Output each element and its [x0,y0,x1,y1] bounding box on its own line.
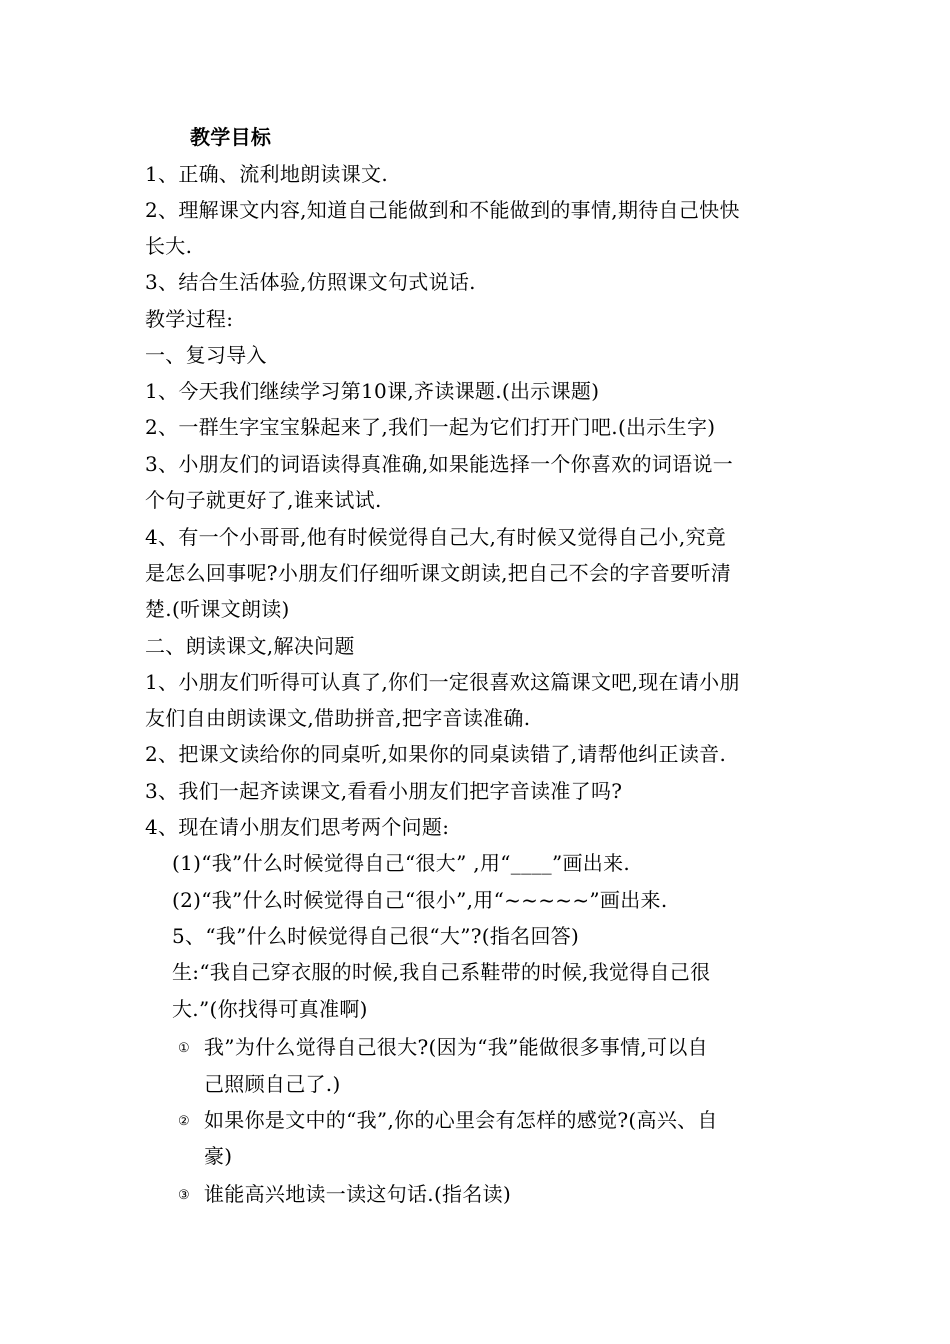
sub-question-1: (1)“我”什么时候觉得自己“很大” ,用“____”画出来. [172,851,631,875]
doc-title: 教学目标 [190,125,272,149]
circled-marker: ③ [178,1188,190,1203]
section-1-line: 楚.(听课文朗读) [145,597,290,621]
goal-2-cont: 长大. [145,234,193,258]
question-5: 5、“我”什么时候觉得自己很“大”?(指名回答) [172,924,580,948]
section-1-line: 2、一群生字宝宝躲起来了,我们一起为它们打开门吧.(出示生字) [145,415,716,439]
sub-question-2: (2)“我”什么时候觉得自己“很小”,用“~~~~~”画出来. [172,888,668,912]
circled-marker: ② [178,1114,190,1129]
numbered-item-text: 如果你是文中的“我”,你的心里会有怎样的感觉?(高兴、自 [204,1108,718,1132]
numbered-item-3 [178,1180,511,1210]
circled-marker: ① [178,1041,190,1056]
section-1-line: 4、有一个小哥哥,他有时候觉得自己大,有时候又觉得自己小,究竟 [145,525,727,549]
section-2-line: 友们自由朗读课文,借助拼音,把字音读准确. [145,706,531,730]
numbered-item-1-cont: 己照顾自己了.) [204,1072,341,1096]
student-answer: 生:“我自己穿衣服的时候,我自己系鞋带的时候,我觉得自己很 [172,960,711,984]
numbered-item-text: 我”为什么觉得自己很大?(因为“我”能做很多事情,可以自 [204,1035,708,1059]
section-2-line: 3、我们一起齐读课文,看看小朋友们把字音读准了吗? [145,779,623,803]
process-heading: 教学过程: [145,307,234,331]
numbered-item-2 [178,1106,718,1136]
section-1-line: 3、小朋友们的词语读得真准确,如果能选择一个你喜欢的词语说一 [145,452,734,476]
student-answer-cont: 大.”(你找得可真准啊) [172,997,368,1021]
section-1-line: 个句子就更好了,谁来试试. [145,488,382,512]
goal-1: 1、正确、流利地朗读课文. [145,162,388,186]
section-2-heading: 二、朗读课文,解决问题 [145,634,355,658]
section-2-line: 2、把课文读给你的同桌听,如果你的同桌读错了,请帮他纠正读音. [145,742,727,766]
goal-2: 2、理解课文内容,知道自己能做到和不能做到的事情,期待自己快快 [145,198,740,222]
numbered-item-2-cont: 豪) [204,1144,233,1168]
section-2-line: 1、小朋友们听得可认真了,你们一定很喜欢这篇课文吧,现在请小朋 [145,670,740,694]
section-1-heading: 一、复习导入 [145,343,267,367]
numbered-item-1 [178,1033,708,1063]
numbered-item-text: 谁能高兴地读一读这句话.(指名读) [204,1182,512,1206]
section-1-line: 是怎么回事呢?小朋友们仔细听课文朗读,把自己不会的字音要听清 [145,561,732,585]
goal-3: 3、结合生活体验,仿照课文句式说话. [145,270,476,294]
section-1-line: 1、今天我们继续学习第10课,齐读课题.(出示课题) [145,379,600,403]
section-2-line: 4、现在请小朋友们思考两个问题: [145,815,450,839]
